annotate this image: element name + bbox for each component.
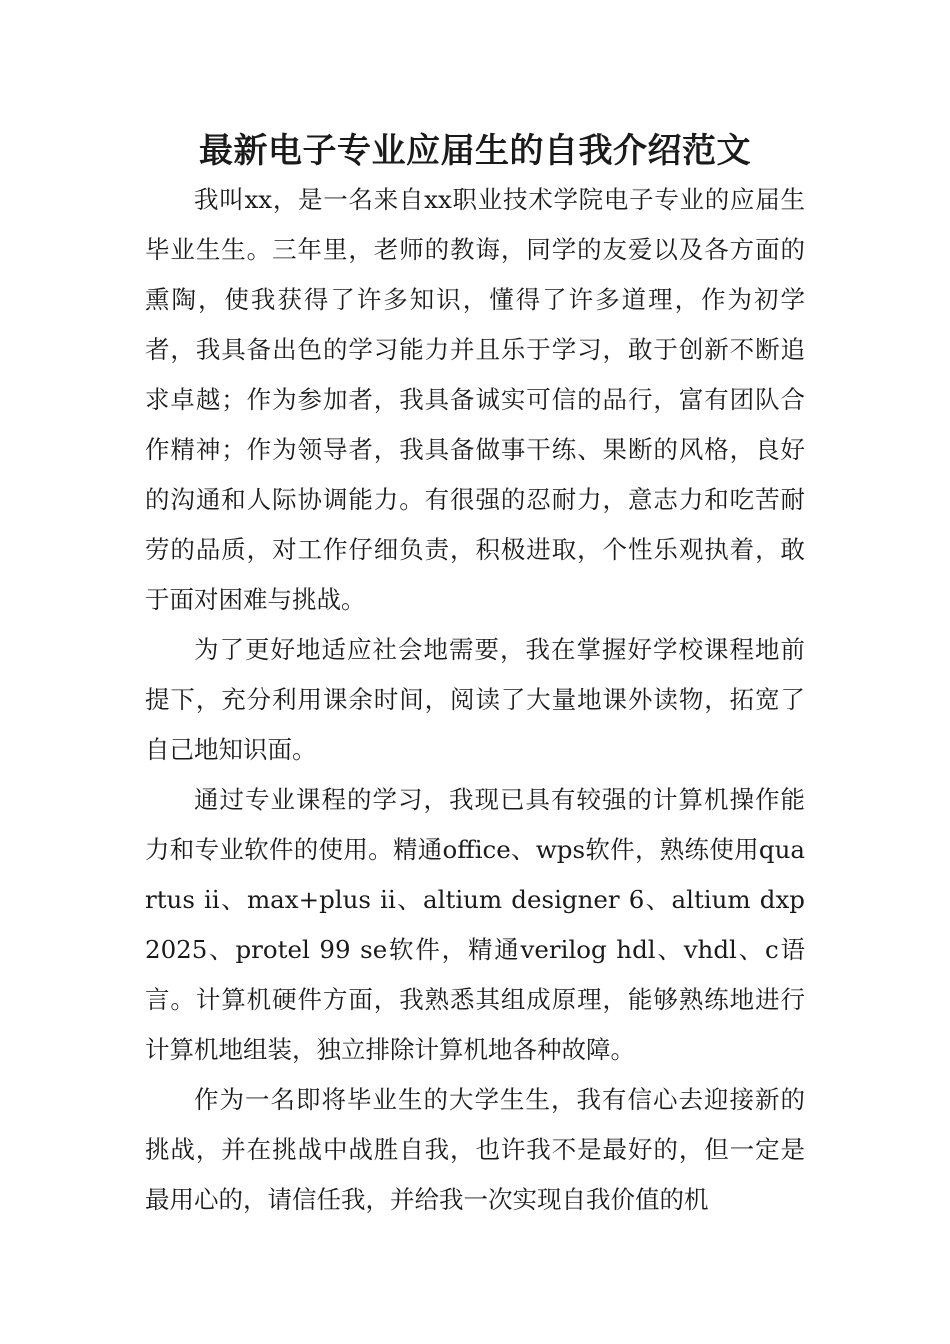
paragraph-3: 通过专业课程的学习，我现已具有较强的计算机操作能力和专业软件的使用。精通office、wps软件，熟练使用quartus ii、max+plus ii、altium designer 6、altium dxp2025、protel 99 se软件，精通verilog hdl、vhdl、c语言。计算机硬件方面，我熟悉其组成原理，能够熟练地进行计算机地组装，独立排除计算机地各种故障。 — [145, 785, 805, 1064]
document-title: 最新电子专业应届生的自我介绍范文 — [199, 131, 751, 171]
paragraph-2: 为了更好地适应社会地需要，我在掌握好学校课程地前提下，充分利用课余时间，阅读了大量地课外读物，拓宽了自己地知识面。 — [145, 635, 805, 764]
paragraph-1: 我叫xx，是一名来自xx职业技术学院电子专业的应届生毕业生生。三年里，老师的教诲，同学的友爱以及各方面的熏陶，使我获得了许多知识，懂得了许多道理，作为初学者，我具备出色的学习能力并且乐于学习，敢于创新不断追求卓越；作为参加者，我具备诚实可信的品行，富有团队合作精神；作为领导者，我具备做事干练、果断的风格，良好的沟通和人际协调能力。有很强的忍耐力，意志力和吃苦耐劳的品质，对工作仔细负责，积极进取，个性乐观执着，敢于面对困难与挑战。 — [145, 185, 805, 614]
document-body — [145, 175, 805, 1225]
paragraph-4: 作为一名即将毕业生的大学生生，我有信心去迎接新的挑战，并在挑战中战胜自我，也许我不是最好的，但一定是最用心的，请信任我，并给我一次实现自我价值的机 — [145, 1085, 805, 1214]
